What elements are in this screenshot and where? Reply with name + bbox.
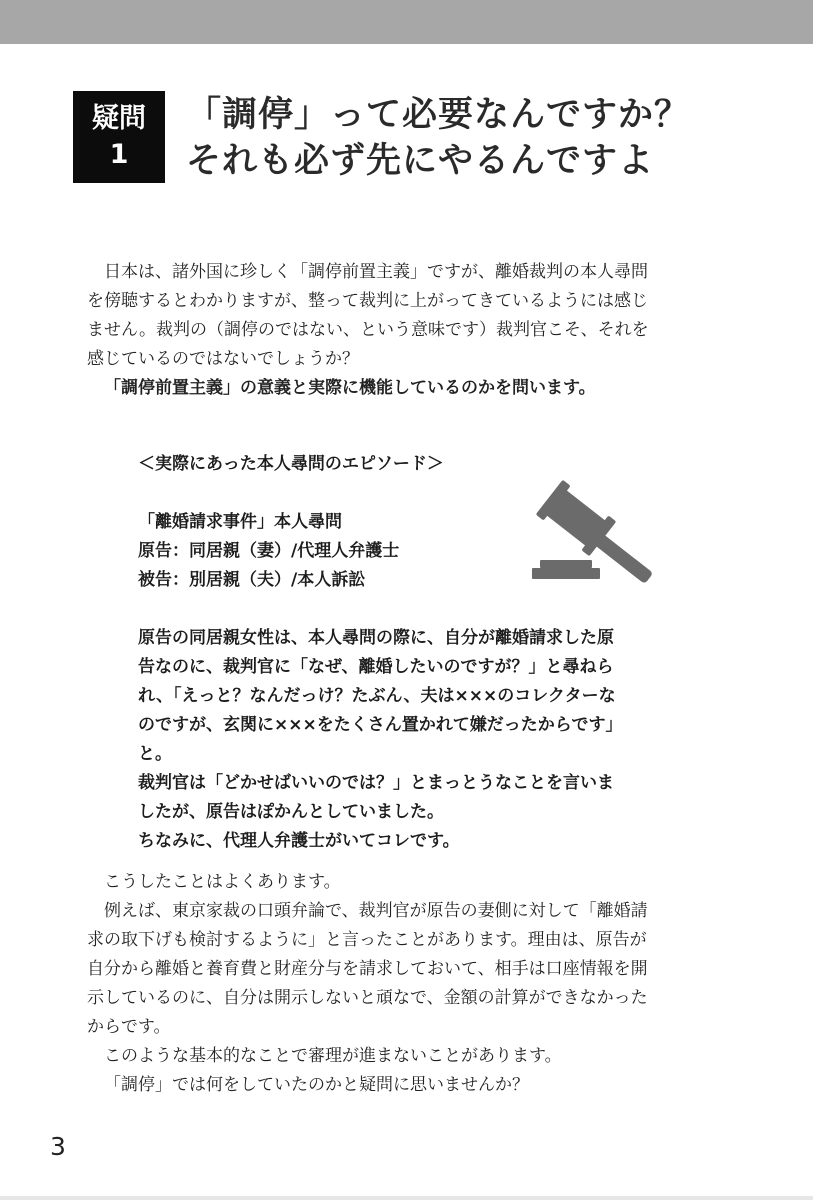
top-band [0, 0, 813, 44]
story-line: のですが、玄関に×××をたくさん置かれて嫌だったからです」 [138, 715, 623, 735]
bottom-divider [0, 1196, 813, 1200]
title-line-2: それも必ず先にやるんですよ [186, 141, 655, 181]
page-title [186, 92, 786, 184]
intro-emphasis: 「調停前置主義」の意義と実際に機能しているのかを問います。 [104, 378, 596, 398]
episode-heading: ＜実際にあった本人尋問のエピソード＞ [138, 454, 444, 474]
intro-line: 日本は、諸外国に珍しく「調停前置主義」ですが、離婚裁判の本人尋問 [104, 262, 648, 282]
defendant-line: 被告：別居親（夫）/本人訴訟 [138, 570, 366, 590]
story-line: したが、原告はぽかんとしていました。 [138, 802, 444, 822]
closing-line: からです。 [87, 1017, 171, 1037]
story-line: 告なのに、裁判官に「なぜ、離婚したいのですが？」と尋ねら [138, 657, 614, 677]
question-badge [73, 91, 165, 183]
plaintiff-line: 原告：同居親（妻）/代理人弁護士 [138, 541, 400, 561]
story-line: れ、「えっと？なんだっけ？たぶん、夫は×××のコレクターな [138, 686, 616, 706]
closing-line: 「調停」では何をしていたのかと疑問に思いませんか？ [104, 1075, 529, 1095]
intro-section [87, 258, 727, 403]
page-number: 3 [50, 1132, 66, 1161]
gavel-icon [528, 478, 663, 583]
intro-line: 感じているのではないでしょうか？ [87, 349, 359, 369]
closing-line: こうしたことはよくあります。 [104, 872, 341, 892]
case-title: 「離婚請求事件」本人尋問 [138, 512, 342, 532]
intro-line: を傍聴するとわかりますが、整って裁判に上がってきているようには感じ [87, 291, 648, 311]
badge-number: 1 [109, 139, 129, 170]
badge-label: 疑問 [92, 103, 146, 134]
intro-line: ません。裁判の（調停のではない、という意味です）裁判官こそ、それを [87, 320, 649, 340]
closing-line: 示しているのに、自分は開示しないと頑なで、金額の計算ができなかった [87, 988, 648, 1008]
closing-section [87, 868, 727, 1100]
story-line: と。 [138, 744, 172, 764]
story-line: ちなみに、代理人弁護士がいてコレです。 [138, 831, 460, 851]
closing-line: 例えば、東京家裁の口頭弁論で、裁判官が原告の妻側に対して「離婚請 [104, 901, 648, 921]
title-line-1: 「調停」って必要なんですか？ [186, 95, 691, 135]
story-line: 裁判官は「どかせばいいのでは？」とまっとうなことを言いま [138, 773, 614, 793]
closing-line: このような基本的なことで審理が進まないことがあります。 [104, 1046, 562, 1066]
story-line: 原告の同居親女性は、本人尋問の際に、自分が離婚請求した原 [138, 628, 614, 648]
closing-line: 求の取下げも検討するように」と言ったことがあります。理由は、原告が [87, 930, 647, 950]
closing-line: 自分から離婚と養育費と財産分与を請求しておいて、相手は口座情報を開 [87, 959, 648, 979]
